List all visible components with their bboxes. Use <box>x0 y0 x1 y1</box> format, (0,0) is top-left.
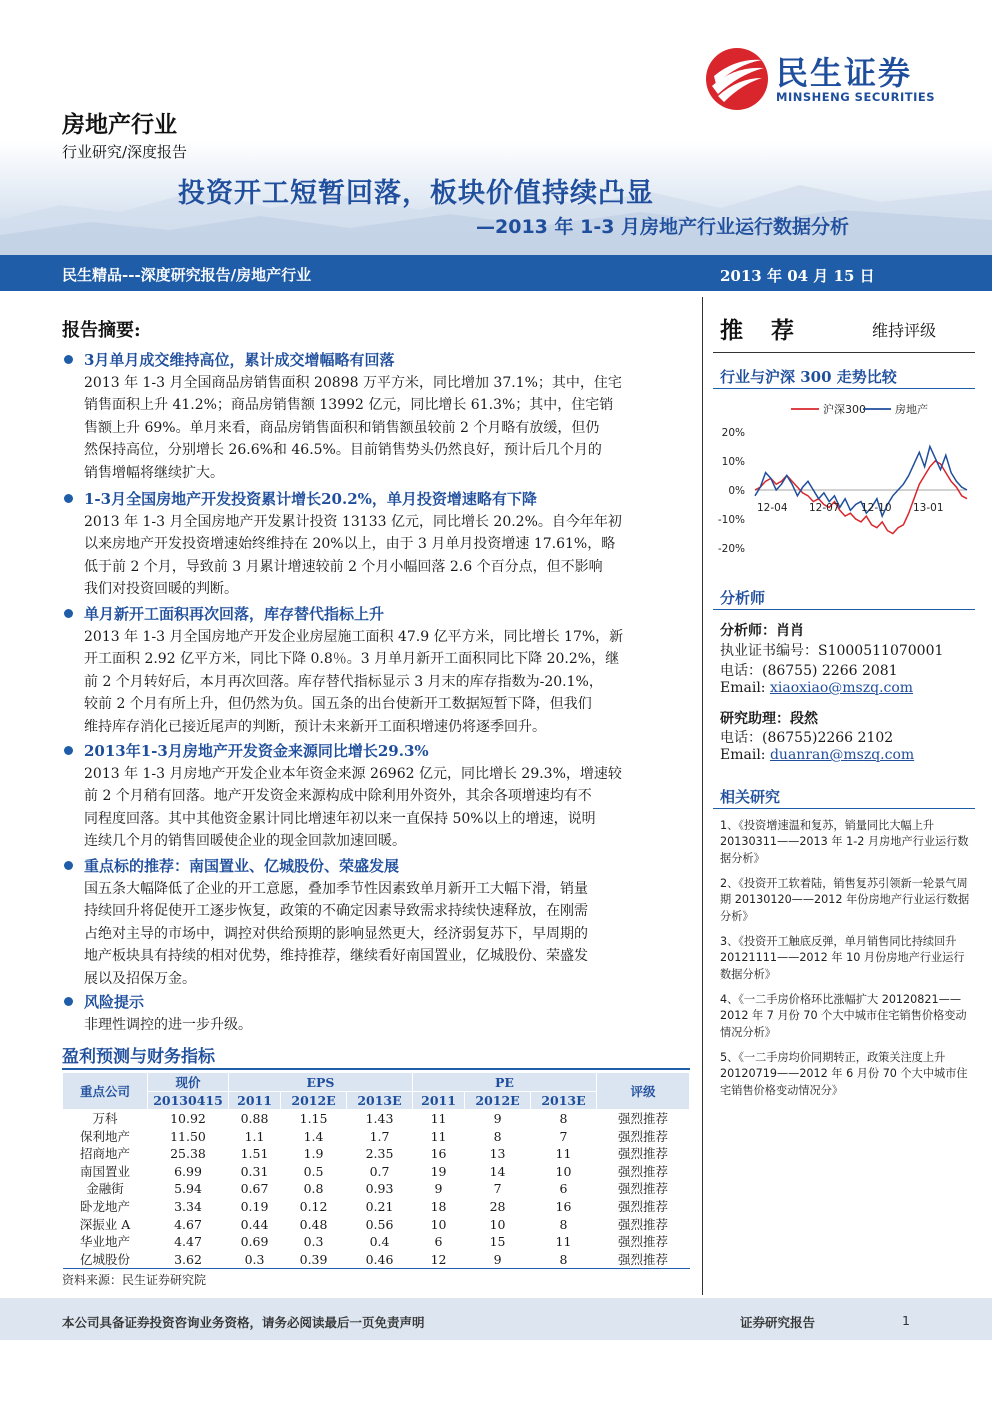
summary-title: 报告摘要: <box>62 320 141 341</box>
industry-label: 房地产行业 <box>62 112 177 138</box>
table-cell: 0.48 <box>299 1216 328 1232</box>
text-line: 2013 年 1-3 月房地产开发企业本年资金来源 26962 亿元，同比增长 29.3%，增速较 <box>84 766 622 782</box>
table-row <box>63 1251 690 1269</box>
table-cell: 12 <box>412 1251 464 1269</box>
table-cell: 1.4 <box>303 1128 324 1144</box>
table-cell: 0.12 <box>299 1198 328 1214</box>
report-type: 行业研究/深度报告 <box>62 143 188 161</box>
table-cell: 0.4 <box>369 1234 390 1250</box>
table-cell: 强烈推荐 <box>617 1234 668 1250</box>
text-line: 同程度回落。其中其他资金累计同比增速年初以来一直保持 50%以上的增速，说明 <box>84 810 596 827</box>
table-cell: 强烈推荐 <box>617 1181 668 1197</box>
table-cell: 1.7 <box>369 1128 390 1144</box>
section-paragraph <box>84 1014 687 1036</box>
header-price: 现价 <box>148 1073 229 1092</box>
header-year: 2013E <box>347 1092 413 1110</box>
table-cell: 5.94 <box>174 1181 202 1197</box>
section-heading: 单月新开工面积再次回落，库存替代指标上升 <box>84 605 385 623</box>
bullet-icon <box>64 746 73 755</box>
table-cell: 1.15 <box>299 1111 328 1126</box>
table-cell: 3.34 <box>174 1198 202 1214</box>
y-tick-label: -20% <box>717 543 745 555</box>
table-cell: 8 <box>559 1111 568 1126</box>
table-cell: 0.46 <box>347 1251 413 1269</box>
text-line: 展以及招保万金。 <box>84 970 196 987</box>
header-rating: 评级 <box>597 1073 690 1110</box>
legend-label: 房地产 <box>895 403 928 416</box>
financials-table <box>62 1072 690 1269</box>
table-cell: 8 <box>559 1216 568 1232</box>
table-cell: 1.9 <box>303 1146 324 1162</box>
financials-rule <box>62 1068 690 1070</box>
table-cell: 0.39 <box>281 1251 347 1269</box>
section-paragraph <box>84 626 687 738</box>
table-cell: 10 <box>555 1163 572 1179</box>
text-line: 销售面积上升 41.2%；商品房销售额 13992 亿元，同比增长 61.3%；其中，住宅销 <box>84 397 614 414</box>
report-title: 投资开工短暂回落，板块价值持续凸显 <box>178 178 654 209</box>
table-cell: 11 <box>430 1111 447 1126</box>
rating-label: 推荐 <box>720 317 822 344</box>
x-tick-label: 12-04 <box>757 502 788 514</box>
text-line: 售额上升 69%。单月来看，商品房销售面积和销售额虽较前 2 个月略有放缓，但仍 <box>84 419 600 436</box>
text-line: 前 2 个月转好后，本月再次回落。库存替代指标显示 3 月末的库存指数为-20.1%， <box>84 673 603 690</box>
text-line: 2013 年 1-3 月全国房地产开发累计投资 13133 亿元，同比增长 20.2%。自今年年初 <box>84 514 622 530</box>
table-source: 资料来源：民生证券研究院 <box>62 1273 207 1287</box>
analyst-cert: 执业证书编号：S1000511070001 <box>720 643 944 659</box>
bullet-icon <box>64 355 73 364</box>
table-cell: 0.31 <box>240 1163 269 1179</box>
table-cell: 15 <box>489 1234 506 1250</box>
analyst-email-link[interactable]: xiaoxiao@mszq.com <box>769 680 914 696</box>
text-line: 销售增幅将继续扩大。 <box>84 464 224 481</box>
table-cell: 强烈推荐 <box>617 1198 668 1214</box>
table-cell: 万科 <box>92 1111 118 1126</box>
table-cell: 金融街 <box>86 1181 124 1197</box>
related-item: 3、《投资开工触底反弹，单月销售同比持续回升 20121111——2012 年 10 月份房地产行业运行数据分析》 <box>720 935 965 981</box>
analyst-rule <box>713 609 975 610</box>
text-line: 前 2 个月稍有回落。地产开发资金来源构成中除利用外资外，其余各项增速均有不 <box>84 788 592 805</box>
table-cell: 强烈推荐 <box>617 1163 668 1179</box>
x-tick-label: 13-01 <box>913 502 944 514</box>
table-cell: 16 <box>430 1146 447 1162</box>
table-cell: 6.99 <box>174 1163 202 1179</box>
table-cell: 10.92 <box>170 1111 206 1126</box>
email-label: Email: <box>720 747 770 763</box>
legend-label: 沪深300 <box>823 403 866 416</box>
table-cell: 4.47 <box>174 1234 202 1250</box>
table-cell: 10 <box>489 1216 506 1232</box>
page-number: 1 <box>902 1313 910 1328</box>
table-cell: 8 <box>493 1128 502 1144</box>
table-cell: 0.56 <box>365 1216 394 1232</box>
y-tick-label: 0% <box>728 485 745 497</box>
analyst-section-title: 分析师 <box>720 589 766 607</box>
table-cell: 0.67 <box>240 1181 269 1197</box>
analyst-email-row <box>720 680 913 696</box>
text-line: 非理性调控的进一步升级。 <box>84 1017 252 1033</box>
y-tick-label: -10% <box>717 514 745 526</box>
related-item: 5、《一二手房均价同期转正，政策关注度上升 20120719——2012 年 6 月份 70 个大中城市住宅销售价格变动情况分》 <box>720 1051 968 1097</box>
table-row <box>63 1110 690 1128</box>
chart-title-rule <box>713 388 975 389</box>
rating-sub: 维持评级 <box>872 321 937 340</box>
text-line: 我们对投资回暖的判断。 <box>84 581 238 598</box>
table-cell: 9 <box>434 1181 443 1197</box>
table-cell: 28 <box>489 1198 506 1214</box>
bullet-icon <box>64 609 73 618</box>
text-line: 占绝对主导的市场中，调控对供给预期的影响显然更大，经济弱复苏下，早周期的 <box>84 925 588 942</box>
table-cell: 14 <box>489 1163 506 1179</box>
table-cell: 0.8 <box>303 1181 324 1197</box>
table-cell: 0.93 <box>365 1181 394 1197</box>
assistant-email-link[interactable]: duanran@mszq.com <box>769 747 915 763</box>
table-cell: 9 <box>493 1111 502 1126</box>
table-cell: 11 <box>555 1234 572 1250</box>
table-row <box>63 1216 690 1234</box>
table-cell: 亿城股份 <box>63 1251 148 1269</box>
table-cell: 4.67 <box>174 1216 202 1232</box>
table-cell: 强烈推荐 <box>617 1146 668 1162</box>
table-cell: 华业地产 <box>79 1234 130 1250</box>
table-cell: 0.19 <box>240 1198 269 1214</box>
header-year: 2011 <box>412 1092 464 1110</box>
footer-label: 证券研究报告 <box>740 1315 816 1330</box>
table-cell: 0.5 <box>303 1163 324 1179</box>
logo-chinese-name: 民生证券 <box>776 54 913 92</box>
report-subtitle: —2013 年 1-3 月房地产行业运行数据分析 <box>476 216 850 238</box>
section-heading: 重点标的推荐：南国置业、亿城股份、荣盛发展 <box>84 857 400 875</box>
analyst-phone: 电话：(86755) 2266 2081 <box>720 663 898 679</box>
text-line: 较前 2 个月有所上升，但仍然为负。国五条的出台使新开工数据短暂下降，但我们 <box>84 696 592 713</box>
table-row <box>63 1180 690 1198</box>
table-cell: 深振业 A <box>79 1216 131 1232</box>
table-cell: 南国置业 <box>79 1163 130 1179</box>
footer-disclaimer: 本公司具备证券投资咨询业务资格，请务必阅读最后一页免责声明 <box>62 1315 425 1330</box>
section-heading: 1-3月全国房地产开发投资累计增长20.2%，单月投资增速略有下降 <box>84 490 537 508</box>
section-paragraph <box>84 511 687 601</box>
table-row <box>63 1198 690 1216</box>
header-pe: PE <box>412 1073 596 1092</box>
text-line: 然保持高位，分别增长 26.6%和 46.5%。目前销售势头仍然良好，预计后几个月的 <box>84 442 602 459</box>
assistant-phone: 电话：(86755)2266 2102 <box>720 730 894 746</box>
table-cell: 强烈推荐 <box>617 1111 668 1126</box>
table-cell: 强烈推荐 <box>617 1128 668 1144</box>
section-paragraph <box>84 878 687 990</box>
text-line: 2013 年 1-3 月全国商品房销售面积 20898 万平方米，同比增加 37.1%；其中，住宅 <box>84 375 622 391</box>
related-item: 1、《投资增速温和复苏，销量同比大幅上升 20130311——2013 年 1-2 月房地产行业运行数据分析》 <box>720 819 969 865</box>
table-cell: 18 <box>430 1198 447 1214</box>
y-tick-label: 20% <box>721 427 745 439</box>
text-line: 连续几个月的销售回暖使企业的现金回款加速回暖。 <box>84 833 406 850</box>
related-section-title: 相关研究 <box>720 788 781 806</box>
table-cell: 8 <box>531 1251 597 1269</box>
column-divider <box>702 297 703 1295</box>
chart-title: 行业与沪深 300 走势比较 <box>720 368 897 386</box>
section-paragraph <box>84 372 687 484</box>
report-date: 2013 年 04 月 15 日 <box>720 267 875 285</box>
assistant-email-row <box>720 747 914 763</box>
table-row <box>63 1233 690 1251</box>
table-row <box>63 1145 690 1163</box>
table-cell: 0.3 <box>303 1234 324 1250</box>
table-cell: 0.88 <box>240 1111 269 1126</box>
bullet-icon <box>64 997 73 1006</box>
rating-rule <box>713 352 975 353</box>
header-year: 2013E <box>531 1092 597 1110</box>
table-cell: 25.38 <box>170 1146 206 1162</box>
analyst-name: 分析师：肖肖 <box>720 623 804 639</box>
related-rule <box>713 808 975 809</box>
header-eps: EPS <box>229 1073 413 1092</box>
table-cell: 10 <box>430 1216 447 1232</box>
table-cell: 强烈推荐 <box>597 1251 690 1269</box>
text-line: 地产板块具有持续的相对优势，维持推荐，继续看好南国置业，亿城股份、荣盛发 <box>84 948 588 965</box>
minsheng-logo-icon <box>704 46 770 112</box>
table-cell: 3.62 <box>148 1251 229 1269</box>
email-label: Email: <box>720 680 770 696</box>
band-label: 民生精品---深度研究报告/房地产行业 <box>62 266 312 284</box>
trend-chart <box>713 392 975 562</box>
related-item: 2、《投资开工软着陆，销售复苏引领新一轮景气周期 20130120——2012 年份房地产行业运行数据分析》 <box>720 877 970 923</box>
bullet-icon <box>64 494 73 503</box>
section-paragraph <box>84 763 687 853</box>
text-line: 持续回升将促使开工逐步恢复，政策的不确定因素导致需求持续快速释放，在刚需 <box>84 903 588 920</box>
x-tick-label: 12-07 <box>809 502 840 514</box>
table-cell: 卧龙地产 <box>79 1198 130 1214</box>
header-price-date: 20130415 <box>148 1092 229 1110</box>
table-cell: 19 <box>430 1163 447 1179</box>
series-line-hs300 <box>755 461 967 534</box>
text-line: 低于前 2 个月，导致前 3 月累计增速较前 2 个月小幅回落 2.6 个百分点，但不影响 <box>84 558 603 575</box>
section-heading: 2013年1-3月房地产开发资金来源同比增长29.3% <box>84 742 429 760</box>
y-tick-label: 10% <box>721 456 745 468</box>
text-line: 维持库存消化已接近尾声的判断，预计未来新开工面积增速仍将逐季回升。 <box>84 718 546 735</box>
table-cell: 0.69 <box>240 1234 269 1250</box>
text-line: 2013 年 1-3 月全国房地产开发企业房屋施工面积 47.9 亿平方米，同比增长 17%，新 <box>84 629 624 645</box>
table-cell: 9 <box>465 1251 531 1269</box>
table-cell: 16 <box>555 1198 572 1214</box>
table-cell: 6 <box>559 1181 568 1197</box>
section-heading: 风险提示 <box>84 993 145 1011</box>
table-cell: 招商地产 <box>79 1146 130 1162</box>
table-cell: 11 <box>555 1146 572 1162</box>
table-cell: 7 <box>493 1181 502 1197</box>
x-tick-label: 12-10 <box>861 502 892 514</box>
table-row <box>63 1128 690 1146</box>
table-cell: 0.44 <box>240 1216 269 1232</box>
table-cell: 保利地产 <box>79 1128 130 1144</box>
header-year: 2012E <box>281 1092 347 1110</box>
table-cell: 6 <box>434 1234 443 1250</box>
text-line: 国五条大幅降低了企业的开工意愿，叠加季节性因素致单月新开工大幅下滑，销量 <box>84 881 588 897</box>
table-cell: 13 <box>489 1146 506 1162</box>
related-item: 4、《一二手房价格环比涨幅扩大 20120821——2012 年 7 月份 70 个大中城市住宅销售价格变动情况分析》 <box>720 993 967 1039</box>
table-cell: 0.3 <box>229 1251 281 1269</box>
table-cell: 11 <box>430 1128 447 1144</box>
assistant-name: 研究助理：段然 <box>720 711 818 727</box>
table-cell: 0.7 <box>369 1163 390 1179</box>
header-year: 2012E <box>465 1092 531 1110</box>
table-row <box>63 1163 690 1181</box>
table-cell: 11.50 <box>170 1128 206 1144</box>
text-line: 以来房地产开发投资增速始终维持在 20%以上，由于 3 月单月投资增速 17.61%，略 <box>84 536 616 553</box>
table-cell: 2.35 <box>365 1146 394 1162</box>
table-cell: 1.51 <box>240 1146 269 1162</box>
table-cell: 0.21 <box>365 1198 394 1214</box>
financials-title: 盈利预测与财务指标 <box>62 1047 215 1067</box>
header-company: 重点公司 <box>63 1073 148 1110</box>
table-cell: 1.43 <box>365 1111 394 1126</box>
logo-english-name: MINSHENG SECURITIES <box>776 90 935 104</box>
table-cell: 强烈推荐 <box>617 1216 668 1232</box>
table-cell: 7 <box>559 1128 568 1144</box>
table-cell: 1.1 <box>244 1128 265 1144</box>
section-heading: 3月单月成交维持高位，累计成交增幅略有回落 <box>84 351 395 369</box>
text-line: 开工面积 2.92 亿平方米，同比下降 0.8％。3 月单月新开工面积同比下降 20.2%，继 <box>84 651 620 668</box>
header-year: 2011 <box>229 1092 281 1110</box>
bullet-icon <box>64 861 73 870</box>
